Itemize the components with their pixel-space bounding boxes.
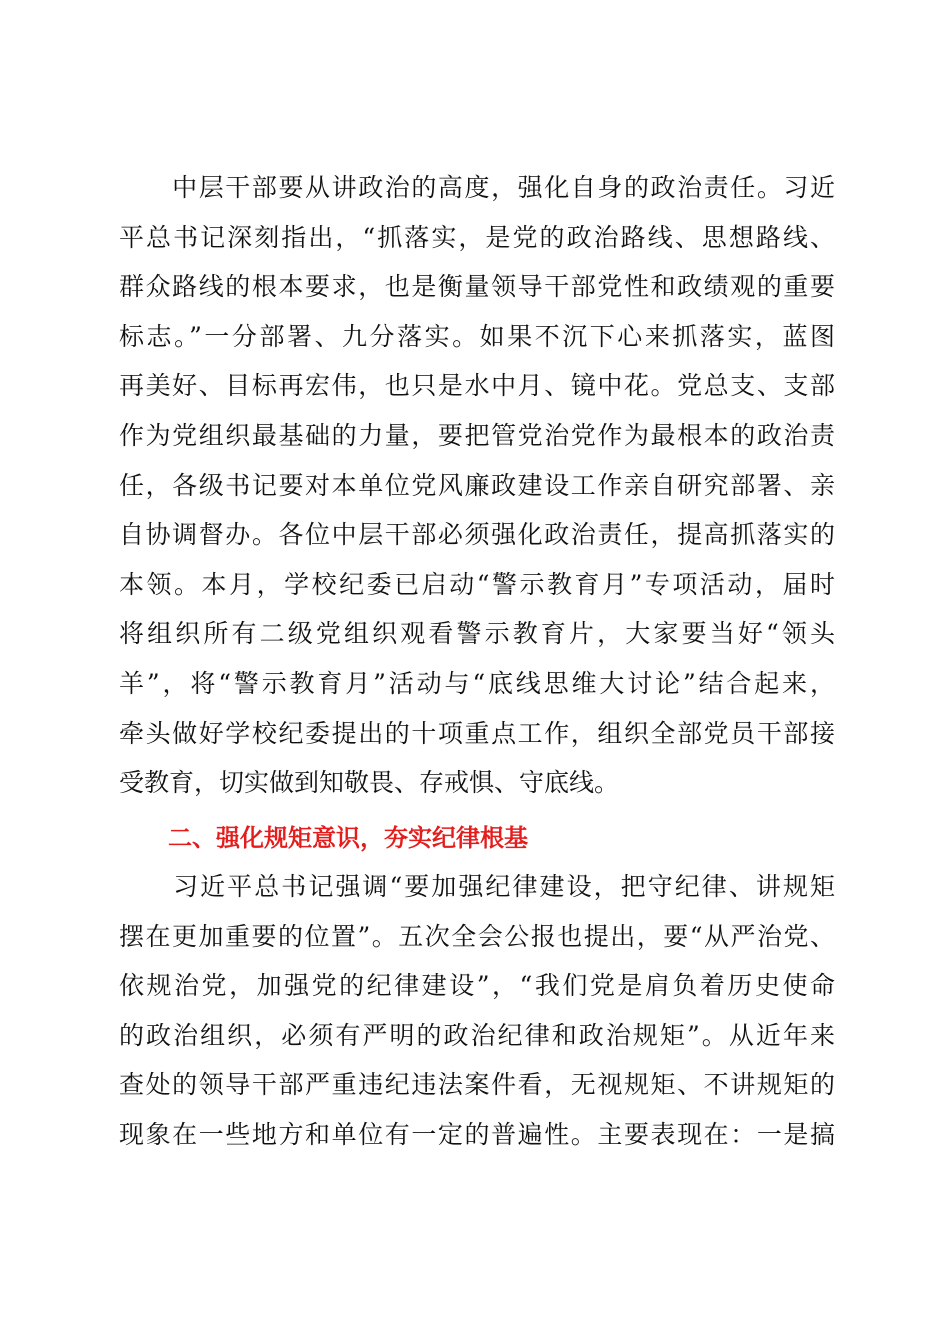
paragraph-line: 平总书记深刻指出，“抓落实，是党的政治路线、思想路线、: [119, 222, 835, 252]
paragraph-line: 摆在更加重要的位置”。五次全会公报也提出，要“从严治党、: [119, 921, 835, 951]
paragraph-political-responsibility: [119, 163, 835, 808]
paragraph-line: 群众路线的根本要求，也是衡量领导干部党性和政绩观的重要: [119, 272, 835, 302]
paragraph-line: 受教育，切实做到知敬畏、存戒惧、守底线。: [119, 768, 620, 798]
section-heading: 二、强化规矩意识，夯实纪律根基: [168, 824, 528, 852]
paragraph-line: 自协调督办。各位中层干部必须强化政治责任，提高抓落实的: [119, 520, 835, 550]
paragraph-line: 牵头做好学校纪委提出的十项重点工作，组织全部党员干部接: [119, 718, 835, 748]
paragraph-line: 再美好、目标再宏伟，也只是水中月、镜中花。党总支、支部: [119, 371, 835, 401]
paragraph-line: 依规治党，加强党的纪律建设”，“我们党是肩负着历史使命: [119, 971, 835, 1001]
paragraph-line: 的政治组织，必须有严明的政治纪律和政治规矩”。从近年来: [119, 1020, 835, 1050]
paragraph-line: 将组织所有二级党组织观看警示教育片，大家要当好“领头: [119, 619, 835, 649]
paragraph-line: 标志。”一分部署、九分落实。如果不沉下心来抓落实，蓝图: [119, 321, 835, 351]
paragraph-line: 本领。本月，学校纪委已启动“警示教育月”专项活动，届时: [119, 569, 835, 599]
paragraph-line: 查处的领导干部严重违纪违法案件看，无视规矩、不讲规矩的: [119, 1070, 835, 1100]
paragraph-line: 中层干部要从讲政治的高度，强化自身的政治责任。习近: [119, 173, 835, 202]
paragraph-discipline-awareness: [119, 862, 835, 1160]
paragraph-line: 任，各级书记要对本单位党风廉政建设工作亲自研究部署、亲: [119, 470, 835, 500]
paragraph-line: 现象在一些地方和单位有一定的普遍性。主要表现在：一是搞: [119, 1119, 835, 1149]
paragraph-line: 羊”，将“警示教育月”活动与“底线思维大讨论”结合起来，: [119, 668, 835, 698]
paragraph-line: 作为党组织最基础的力量，要把管党治党作为最根本的政治责: [119, 420, 835, 450]
paragraph-line: 习近平总书记强调“要加强纪律建设，把守纪律、讲规矩: [119, 872, 835, 901]
